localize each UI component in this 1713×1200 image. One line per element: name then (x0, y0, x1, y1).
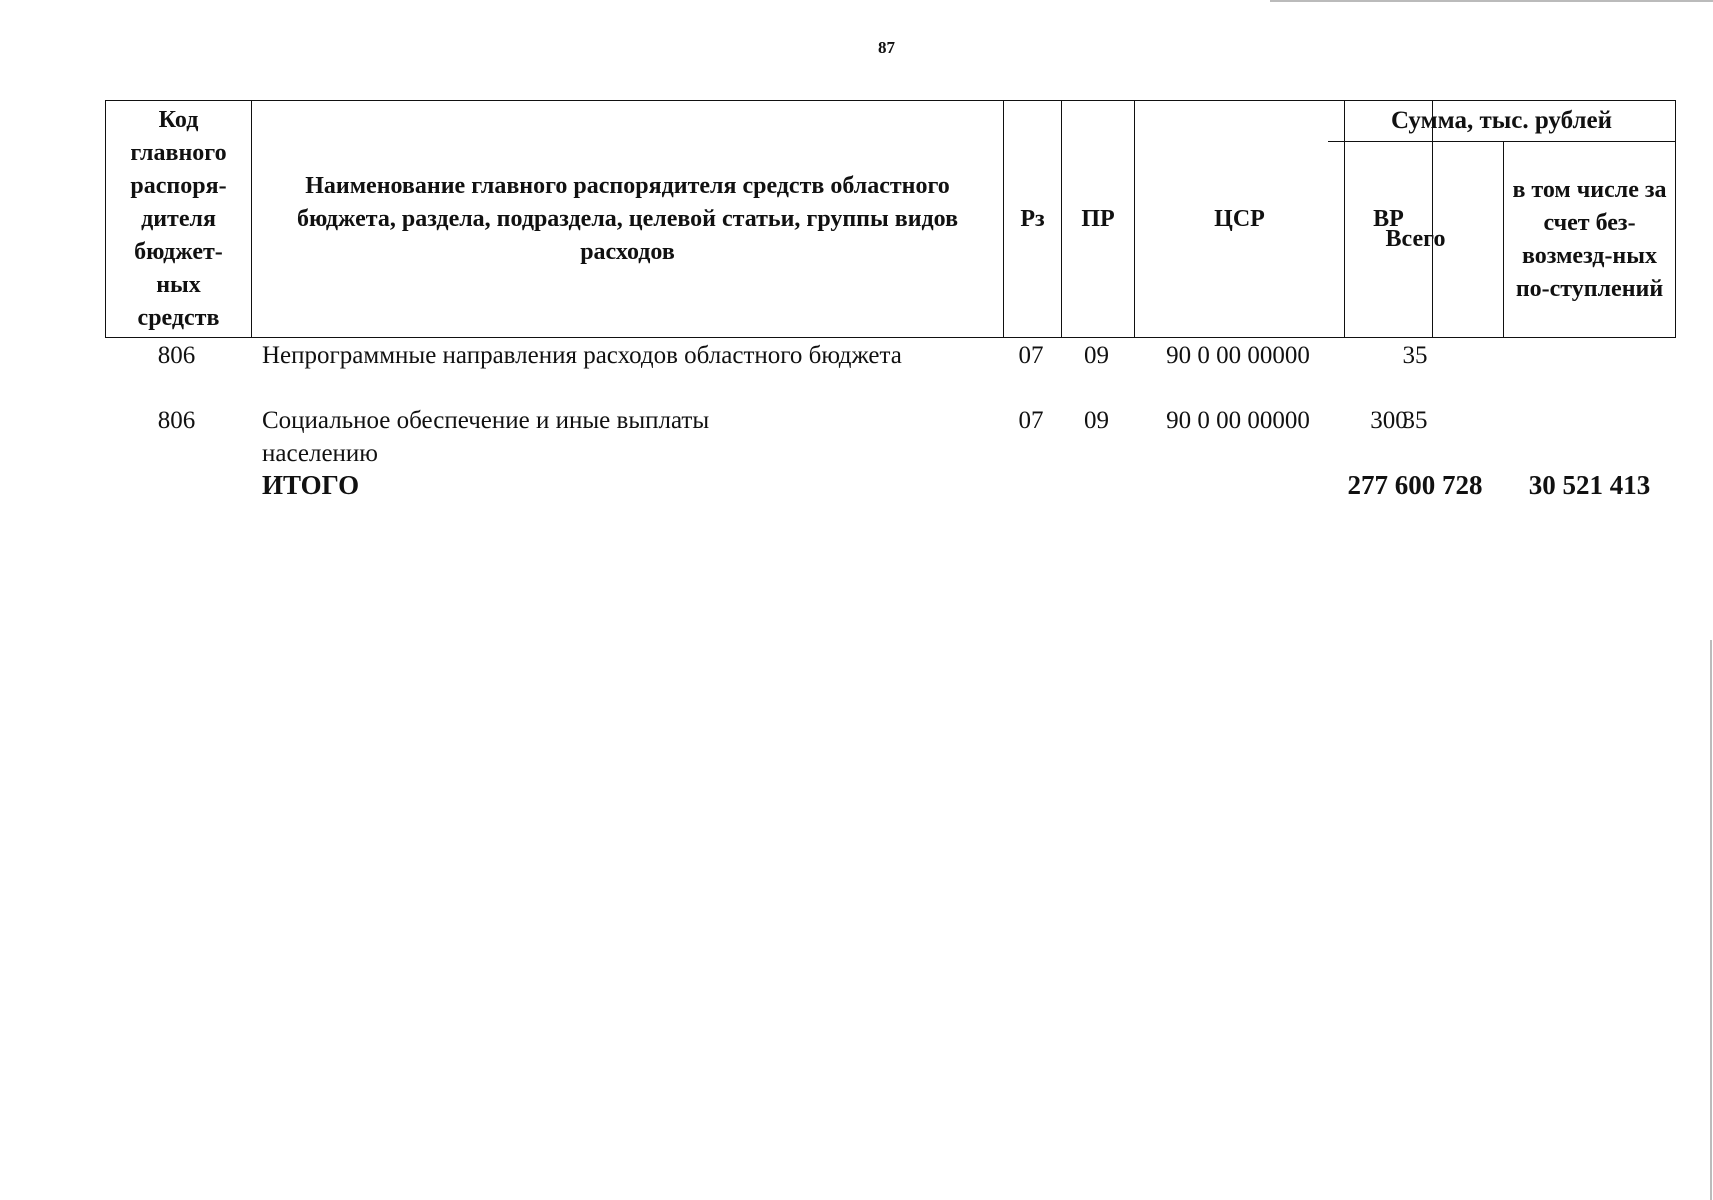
page-number: 87 (878, 38, 895, 57)
cell-rz: 07 (1018, 407, 1044, 434)
cell-total: 35 (1402, 342, 1428, 369)
scan-edge-top (1270, 0, 1713, 2)
cell-vr: 300 (1370, 407, 1408, 434)
header-total: Всего (1328, 142, 1504, 337)
cell-csr: 90 0 00 00000 (1166, 342, 1310, 369)
cell-csr: 90 0 00 00000 (1166, 407, 1310, 434)
cell-pr: 09 (1084, 342, 1109, 369)
summary-total: 277 600 728 (1347, 470, 1483, 500)
header-rz: Рз (1004, 101, 1062, 337)
summary-label: ИТОГО (262, 470, 360, 500)
table-header (105, 100, 1676, 338)
header-vr: ВР (1345, 101, 1433, 337)
cell-name: Непрограммные направления расходов областного бюджета (262, 342, 902, 369)
cell-code: 806 (157, 342, 196, 369)
header-free: в том числе за счет без-возмезд-ных по-ступлений (1512, 176, 1667, 302)
header-sum: Сумма, тыс. рублей (1328, 101, 1675, 142)
scan-edge-right (1710, 640, 1712, 1200)
cell-pr: 09 (1084, 407, 1109, 434)
cell-rz: 07 (1018, 342, 1044, 369)
header-csr: ЦСР (1135, 101, 1345, 337)
cell-name: Социальное обеспечение и иные выплаты населению (262, 407, 710, 467)
header-pr: ПР (1062, 101, 1135, 337)
header-code: Код главного распоря-дителя бюджет-ных средств (106, 101, 252, 337)
header-name: Наименование главного распорядителя средств областного бюджета, раздела, подраздела, целевой статьи, группы видов расходов (252, 101, 1004, 337)
cell-code: 806 (157, 407, 196, 434)
cell-total: 35 (1402, 407, 1428, 434)
summary-free: 30 521 413 (1528, 470, 1651, 500)
